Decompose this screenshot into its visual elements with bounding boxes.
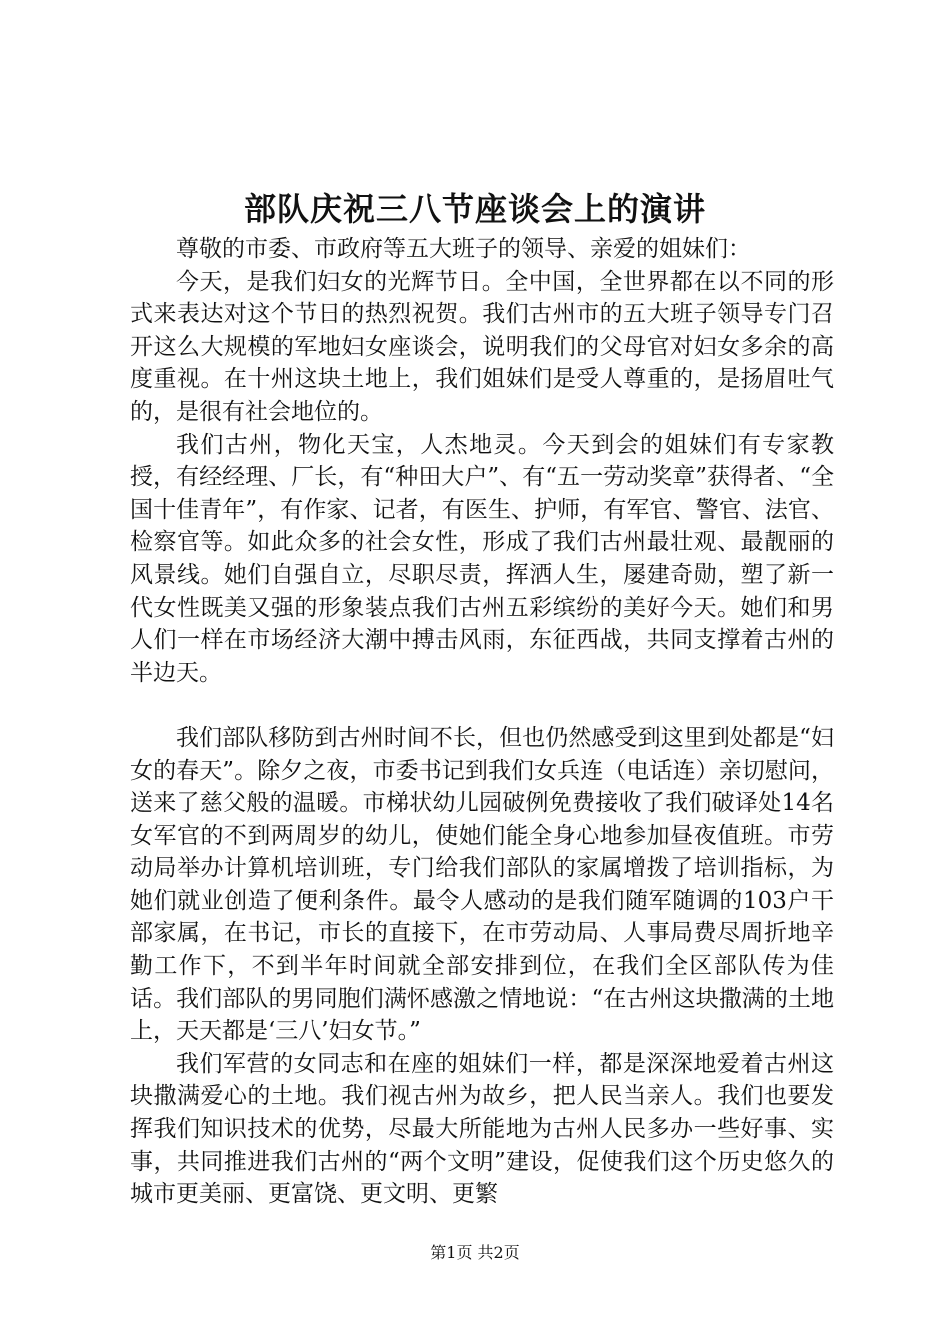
paragraph-spacer [130,689,834,722]
body-paragraph-2: 我们古州，物化天宝，人杰地灵。今天到会的姐妹们有专家教授，有经经理、厂长，有“种田大户”、有“五一劳动奖章”获得者、“全国十佳青年”，有作家、记者，有医生、护师，有军官、警官、法官、检察官等。如此众多的社会女性，形成了我们古州最壮观、最靓丽的风景线。她们自强自立，尽职尽责，挥洒人生，屡建奇勋，塑了新一代女性既美又强的形象装点我们古州五彩缤纷的美好今天。她们和男人们一样在市场经济大潮中搏击风雨，东征西战，共同支撑着古州的半边天。 [130,431,834,686]
body-paragraph-4: 我们军营的女同志和在座的姐妹们一样，都是深深地爱着古州这块撒满爱心的土地。我们视古州为故乡，把人民当亲人。我们也要发挥我们知识技术的优势，尽最大所能地为古州人民多办一些好事、实事，共同推进我们古州的“两个文明”建设，促使我们这个历史悠久的城市更美丽、更富饶、更文明、更繁 [130,1050,834,1208]
document-title: 部队庆祝三八节座谈会上的演讲 [243,190,706,228]
page-footer: 第1页 共2页 [430,1243,520,1262]
document-body [130,233,834,1211]
body-paragraph-1: 今天，是我们妇女的光辉节日。全中国，全世界都在以不同的形式来表达对这个节日的热烈祝贺。我们古州市的五大班子领导专门召开这么大规模的军地妇女座谈会，说明我们的父母官对妇女多余的高度重视。在十州这块土地上，我们姐妹们是受人尊重的，是扬眉吐气的，是很有社会地位的。 [130,268,834,425]
body-paragraph-3: 我们部队移防到古州时间不长，但也仍然感受到这里到处都是“妇女的春天”。除夕之夜，市委书记到我们女兵连（电话连）亲切慰问，送来了慈父般的温暖。市梯状幼儿园破例免费接收了我们破译处14名女军官的不到两周岁的幼儿，使她们能全身心地参加昼夜值班。市劳动局举办计算机培训班，专门给我们部队的家属增拨了培训指标，为她们就业创造了便利条件。最令人感动的是我们随军随调的103户干部家属，在书记，市长的直接下，在市劳动局、人事局费尽周折地辛勤工作下，不到半年时间就全部安排到位，在我们全区部队传为佳话。我们部队的男同胞们满怀感激之情地说：“在古州这块撒满的土地上，天天都是‘三八’妇女节。” [130,724,834,1045]
salutation-paragraph: 尊敬的市委、市政府等五大班子的领导、亲爱的姐妹们： [176,236,751,262]
